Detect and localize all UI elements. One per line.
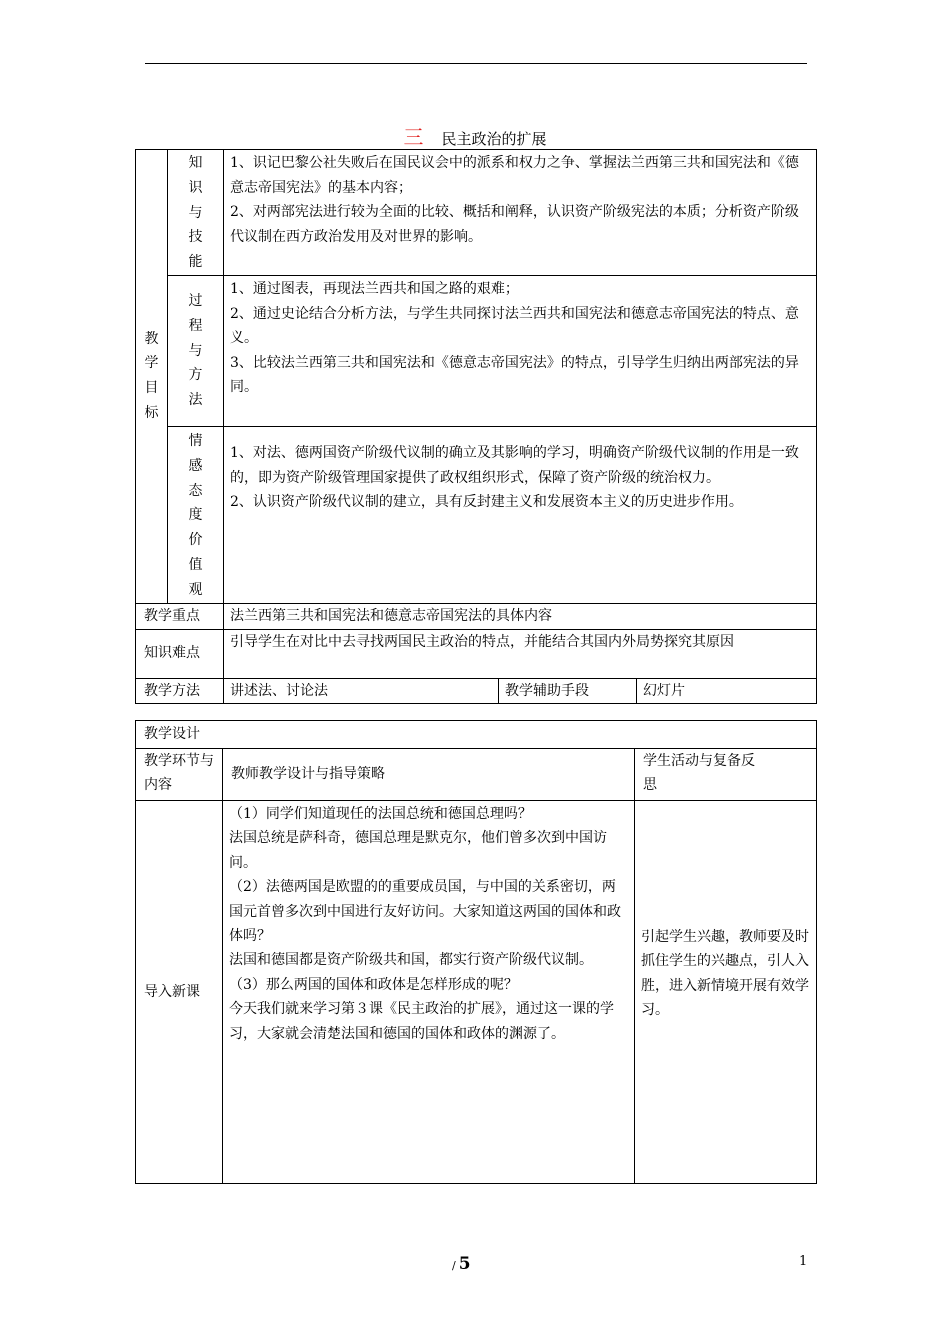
- teaching-objectives-label: 教 学 目 标: [136, 150, 168, 604]
- header-rule: [145, 63, 807, 64]
- emotion-label: 情 感 态 度 价 值 观: [168, 427, 224, 604]
- process-content: 1、通过图表，再现法兰西共和国之路的艰难； 2、通过史论结合分析方法，与学生共同探讨法兰西共和国宪法和德意志帝国宪法的特点、意义。 3、比较法兰西第三共和国宪法和《德意志帝国宪法》的特点，引导学生归纳出两部宪法的异同。: [224, 276, 817, 427]
- stage-intro-label: 导入新课: [136, 801, 223, 1184]
- col-header-student: 学生活动与复备反思: [635, 749, 817, 801]
- student-activity-content: 引起学生兴趣，教师要及时抓住学生的兴趣点，引人入胜，进入新情境开展有效学习。: [635, 801, 817, 1184]
- knowledge-label: 知 识 与 技 能: [168, 150, 224, 276]
- difficulties-content: 引导学生在对比中去寻找两国民主政治的特点，并能结合其国内外局势探究其原因: [224, 629, 817, 678]
- page-number: 1: [799, 1254, 808, 1269]
- emotion-content: 1、对法、德两国资产阶级代议制的确立及其影响的学习，明确资产阶级代议制的作用是一致的，即为资产阶级管理国家提供了政权组织形式，保障了资产阶级的统治权力。 2、认识资产阶级代议制的建立，具有反封建主义和发展资本主义的历史进步作用。: [224, 427, 817, 604]
- col-header-teacher: 教师教学设计与指导策略: [223, 749, 635, 801]
- design-table: [135, 720, 817, 1184]
- process-label: 过 程 与 方 法: [168, 276, 224, 427]
- teacher-strategy-content: （1）同学们知道现任的法国总统和德国总理吗？ 法国总统是萨科奇，德国总理是默克尔，他们曾多次到中国访问。 （2）法德两国是欧盟的的重要成员国，与中国的关系密切，两国元首曾多次到中国进行友好访问。大家知道这两国的国体和政体吗？ 法国和德国都是资产阶级共和国，都实行资产阶级代议制。 （3）那么两国的国体和政体是怎样形成的呢？ 今天我们就来学习第３课《民主政治的扩展》，通过这一课的学习，大家就会清楚法国和德国的国体和政体的渊源了。: [223, 801, 635, 1184]
- knowledge-content: 1、识记巴黎公社失败后在国民议会中的派系和权力之争、掌握法兰西第三共和国宪法和《德意志帝国宪法》的基本内容； 2、对两部宪法进行较为全面的比较、概括和阐释，认识资产阶级宪法的本质；分析资产阶级代议制在西方政治发用及对世界的影响。: [224, 150, 817, 276]
- design-title: 教学设计: [136, 721, 817, 749]
- col-header-stage: 教学环节与内容: [136, 749, 223, 801]
- objectives-table: [135, 149, 817, 704]
- teaching-aids-label: 教学辅助手段: [499, 678, 637, 704]
- page-total: / 5: [452, 1254, 471, 1274]
- difficulties-label: 知识难点: [136, 629, 224, 678]
- lesson-title: [0, 126, 950, 150]
- lesson-number: 三: [403, 125, 424, 149]
- methods-label: 教学方法: [136, 678, 224, 704]
- key-points-content: 法兰西第三共和国宪法和德意志帝国宪法的具体内容: [224, 603, 817, 629]
- lesson-title-text: 民主政治的扩展: [441, 130, 547, 148]
- key-points-label: 教学重点: [136, 603, 224, 629]
- teaching-aids-content: 幻灯片: [637, 678, 817, 704]
- methods-content: 讲述法、讨论法: [224, 678, 499, 704]
